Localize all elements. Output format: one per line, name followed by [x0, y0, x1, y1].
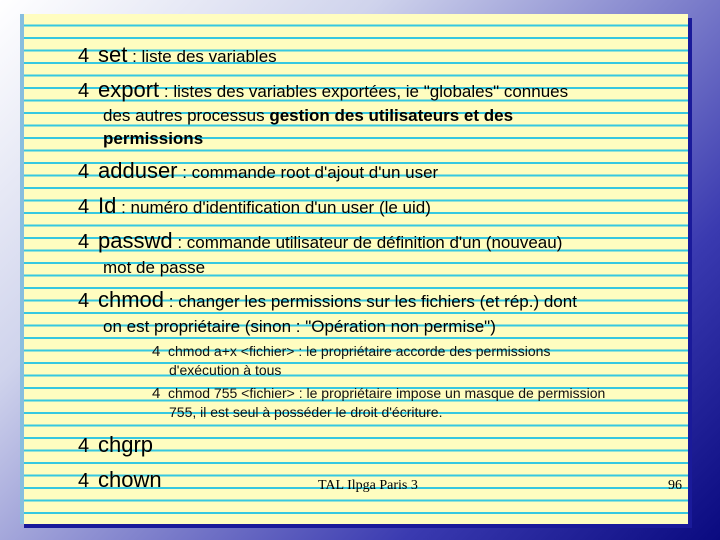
section-heading-text: gestion des utilisateurs et des	[269, 106, 514, 125]
continuation-text: mot de passe	[103, 258, 206, 277]
command-keyword: chgrp	[98, 432, 154, 457]
sub-item-continuation: d'exécution à tous	[169, 362, 282, 378]
list-item-chmod	[78, 289, 577, 311]
notebook-bullet-icon: 4	[152, 385, 161, 402]
list-item-export	[78, 79, 568, 101]
command-keyword: set	[98, 42, 128, 67]
notebook-bullet-icon: 4	[78, 45, 90, 67]
command-keyword: passwd	[98, 228, 173, 253]
command-keyword: Id	[98, 193, 117, 218]
list-item-adduser	[78, 160, 438, 182]
sub-list-item	[152, 344, 550, 359]
command-description: : changer les permissions sur les fichiers (et rép.) dont	[164, 292, 577, 311]
notebook-bullet-icon: 4	[78, 80, 90, 102]
notebook-bullet-icon: 4	[78, 196, 90, 218]
continuation-text: on est propriétaire (sinon : "Opération non permise")	[103, 317, 496, 336]
paper-margin-line	[20, 14, 24, 524]
command-description: : numéro d'identification d'un user (le uid)	[116, 198, 431, 217]
command-keyword: chmod	[98, 287, 165, 312]
command-description: : listes des variables exportées, ie "globales" connues	[159, 82, 569, 101]
command-keyword: adduser	[98, 158, 178, 183]
notebook-bullet-icon: 4	[152, 343, 161, 360]
list-item-set	[78, 44, 277, 66]
continuation-text: des autres processus	[103, 106, 270, 125]
notebook-bullet-icon: 4	[78, 290, 90, 312]
list-item-chown	[78, 469, 162, 491]
sub-item-text: chmod 755 <fichier> : le propriétaire impose un masque de permission	[168, 385, 606, 401]
command-description: : commande utilisateur de définition d'un (nouveau)	[172, 233, 563, 252]
command-keyword: chown	[98, 467, 162, 492]
command-keyword: export	[98, 77, 160, 102]
list-item-continuation	[103, 107, 513, 124]
command-description: : liste des variables	[127, 47, 277, 66]
footer-text: TAL Ilpga Paris 3	[318, 478, 418, 493]
notebook-bullet-icon: 4	[78, 161, 90, 183]
notebook-bullet-icon: 4	[78, 470, 90, 492]
sub-list-item	[152, 386, 605, 401]
command-description: : commande root d'ajout d'un user	[177, 163, 439, 182]
list-item-chgrp	[78, 434, 153, 456]
notebook-bullet-icon: 4	[78, 231, 90, 253]
list-item-id	[78, 195, 431, 217]
page-number: 96	[668, 478, 682, 493]
list-item-passwd	[78, 230, 562, 252]
notebook-bullet-icon: 4	[78, 435, 90, 457]
section-heading-text: permissions	[103, 129, 204, 148]
sub-item-text: chmod a+x <fichier> : le propriétaire accorde des permissions	[168, 343, 551, 359]
sub-item-continuation: 755, il est seul à posséder le droit d'écriture.	[169, 404, 443, 420]
